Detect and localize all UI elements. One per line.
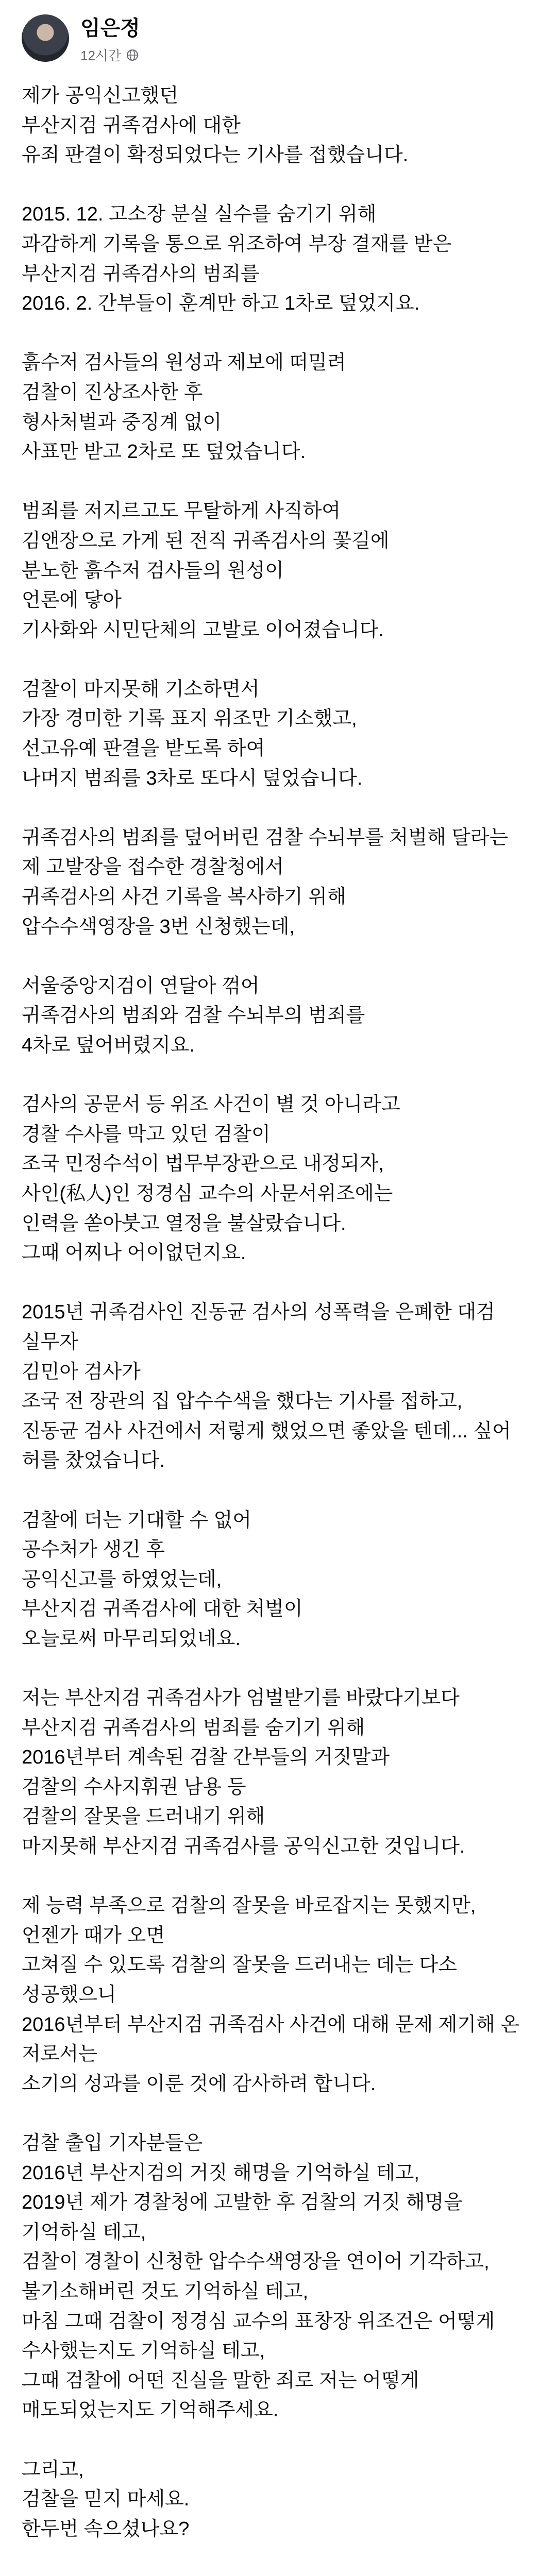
post-line: 마침 그때 검찰이 정경심 교수의 표창장 위조건은 어떻게 수사했는지도 기억하실 테고,: [22, 2310, 500, 2362]
post-line: 오늘로써 마무리되었네요.: [22, 1628, 241, 1650]
post-paragraph: [22, 972, 534, 1061]
avatar[interactable]: [22, 14, 69, 62]
post-line: 저는 부산지검 귀족검사가 엄벌받기를 바랐다기보다: [22, 1687, 460, 1709]
post-paragraph: [22, 2129, 534, 2426]
post-line: 부산지검 귀족검사의 범죄를 숨기기 위해: [22, 1717, 365, 1739]
post-line: 공익신고를 하였었는데,: [22, 1568, 222, 1590]
post-body: [22, 81, 534, 2576]
post-line: 마지못해 부산지검 귀족검사를 공익신고한 것입니다.: [22, 1836, 465, 1858]
post-line: 범죄를 저지르고도 무탈하게 사직하여: [22, 500, 341, 522]
post-line: [22, 2574, 534, 2576]
post-header-text: [80, 12, 140, 64]
post-line: 검찰이 경찰이 신청한 압수수색영장을 연이어 기각하고, 불기소해버린 것도 기억하실 테고,: [22, 2251, 495, 2302]
post-line: 조국 민정수석이 법무부장관으로 내정되자,: [22, 1153, 384, 1175]
post-line: 압수수색영장을 3번 신청했는데,: [22, 916, 295, 938]
post-line: 검사의 공문서 등 위조 사건이 별 것 아니라고: [22, 1094, 400, 1116]
post-line: 그리고,: [22, 2459, 84, 2481]
post-line: 2016. 2. 간부들이 훈계만 하고 1차로 덮었지요.: [22, 293, 420, 315]
post-line: 제 능력 부족으로 검찰의 잘못을 바로잡지는 못했지만,: [22, 1895, 476, 1917]
post-paragraph: [22, 200, 534, 318]
post-line: 귀족검사의 범죄를 덮어버린 검찰 수뇌부를 처벌해 달라는: [22, 826, 509, 849]
post-meta: [80, 45, 140, 64]
post-paragraph: [22, 1891, 534, 2099]
post-line: 진동균 검사 사건에서 저렇게 했었으면 좋았을 텐데... 싶어: [22, 1420, 511, 1442]
post-line: 제가 공익신고했던: [22, 85, 179, 107]
post-paragraph: [22, 823, 534, 942]
post-line: 4차로 덮어버렸지요.: [22, 1035, 195, 1056]
post-line: 언젠가 때가 오면: [22, 1924, 165, 1946]
post-line: 경찰 수사를 막고 있던 검찰이: [22, 1123, 271, 1145]
post-line: 과감하게 기록을 통으로 위조하여 부장 결재를 받은: [22, 233, 452, 255]
post-paragraph: [22, 675, 534, 793]
post-paragraph: [22, 2455, 534, 2545]
post-line: 2015년 귀족검사인 진동균 검사의 성폭력을 은폐한 대검 실무자: [22, 1301, 501, 1353]
post-line: 2016년부터 계속된 검찰 간부들의 거짓말과: [22, 1747, 390, 1769]
post-line: 나머지 범죄를 3차로 또다시 덮었습니다.: [22, 767, 363, 789]
post-line: 공수처가 생긴 후: [22, 1539, 165, 1561]
post-line: 검찰의 잘못을 드러내기 위해: [22, 1806, 265, 1828]
post-paragraph: [22, 497, 534, 645]
post-line: 2019년 제가 경찰청에 고발한 후 검찰의 거짓 해명을 기억하실 테고,: [22, 2192, 468, 2243]
post-header: [22, 0, 534, 69]
post-line: 가장 경미한 기록 표지 위조만 기소했고,: [22, 708, 357, 730]
post-paragraph: [22, 1090, 534, 1268]
post-line: 언론에 닿아: [22, 589, 122, 612]
post-line: 선고유예 판결을 받도록 하여: [22, 738, 265, 760]
post-line: 검찰이 진상조사한 후: [22, 381, 203, 403]
author-name[interactable]: 임은정: [80, 17, 140, 40]
post-line: 검찰에 더는 기대할 수 없어: [22, 1509, 252, 1531]
post-line: 귀족검사의 사건 기록을 복사하기 위해: [22, 886, 346, 908]
post-line: 부산지검 귀족검사에 대한: [22, 114, 241, 137]
post-line: 검찰의 수사지휘권 남용 등: [22, 1776, 246, 1798]
post-line: 검찰이 마지못해 기소하면서: [22, 678, 260, 700]
post-paragraph: [22, 348, 534, 467]
post-line: 2015. 12. 고소장 분실 실수를 숨기기 위해: [22, 204, 377, 226]
post-line: 부산지검 귀족검사에 대한 처벌이: [22, 1598, 303, 1620]
post-line: 김민아 검사가: [22, 1361, 141, 1383]
post-line: 형사처벌과 중징계 없이: [22, 411, 222, 433]
post-line: 유죄 판결이 확정되었다는 기사를 접했습니다.: [22, 144, 409, 166]
post-paragraph: [22, 1298, 534, 1476]
post-line: 그때 어찌나 어이없던지요.: [22, 1242, 246, 1264]
globe-icon: [126, 49, 139, 61]
post-line: 그때 검찰에 어떤 진실을 말한 죄로 저는 어떻게 매도되었는지도 기억해주세요.: [22, 2369, 425, 2421]
post-line: 고쳐질 수 있도록 검찰의 잘못을 드러내는 데는 다소 성공했으니: [22, 1954, 463, 2006]
post-paragraph: [22, 1684, 534, 1862]
post-line: 사인(私人)인 정경심 교수의 사문서위조에는: [22, 1182, 393, 1205]
post-line: 2016년부터 부산지검 귀족검사 사건에 대해 문제 제기해 온 저로서는: [22, 2013, 525, 2065]
post-paragraph: [22, 2574, 534, 2576]
post-line: 한두번 속으셨나요?: [22, 2518, 190, 2540]
post-line: 제 고발장을 접수한 경찰청에서: [22, 856, 284, 878]
post-line: 허를 찼었습니다.: [22, 1450, 165, 1472]
post-line: 사표만 받고 2차로 또 덮었습니다.: [22, 441, 306, 463]
post-line: 김앤장으로 가게 된 전직 귀족검사의 꽃길에: [22, 530, 390, 552]
post-line: 검찰 출입 기자분들은: [22, 2132, 203, 2154]
post-line: 소기의 성과를 이룬 것에 감사하려 합니다.: [22, 2073, 376, 2095]
post-paragraph: [22, 81, 534, 171]
post-line: 조국 전 장관의 집 압수수색을 했다는 기사를 접하고,: [22, 1391, 463, 1413]
post-line: 검찰을 믿지 마세요.: [22, 2488, 190, 2511]
post-line: 귀족검사의 범죄와 검찰 수뇌부의 범죄를: [22, 1005, 365, 1027]
post-timestamp[interactable]: 12시간: [80, 48, 122, 63]
post-line: 분노한 흙수저 검사들의 원성이: [22, 560, 284, 582]
post-line: 인력을 쏟아붓고 열정을 불살랐습니다.: [22, 1212, 346, 1234]
post-line: 기사화와 시민단체의 고발로 이어졌습니다.: [22, 619, 384, 641]
post-line: 서울중앙지검이 연달아 꺾어: [22, 975, 260, 997]
post-line: 흙수저 검사들의 원성과 제보에 떠밀려: [22, 352, 346, 374]
post-line: 부산지검 귀족검사의 범죄를: [22, 263, 260, 285]
post-paragraph: [22, 1506, 534, 1654]
post-line: 2016년 부산지검의 거짓 해명을 기억하실 테고,: [22, 2162, 419, 2184]
